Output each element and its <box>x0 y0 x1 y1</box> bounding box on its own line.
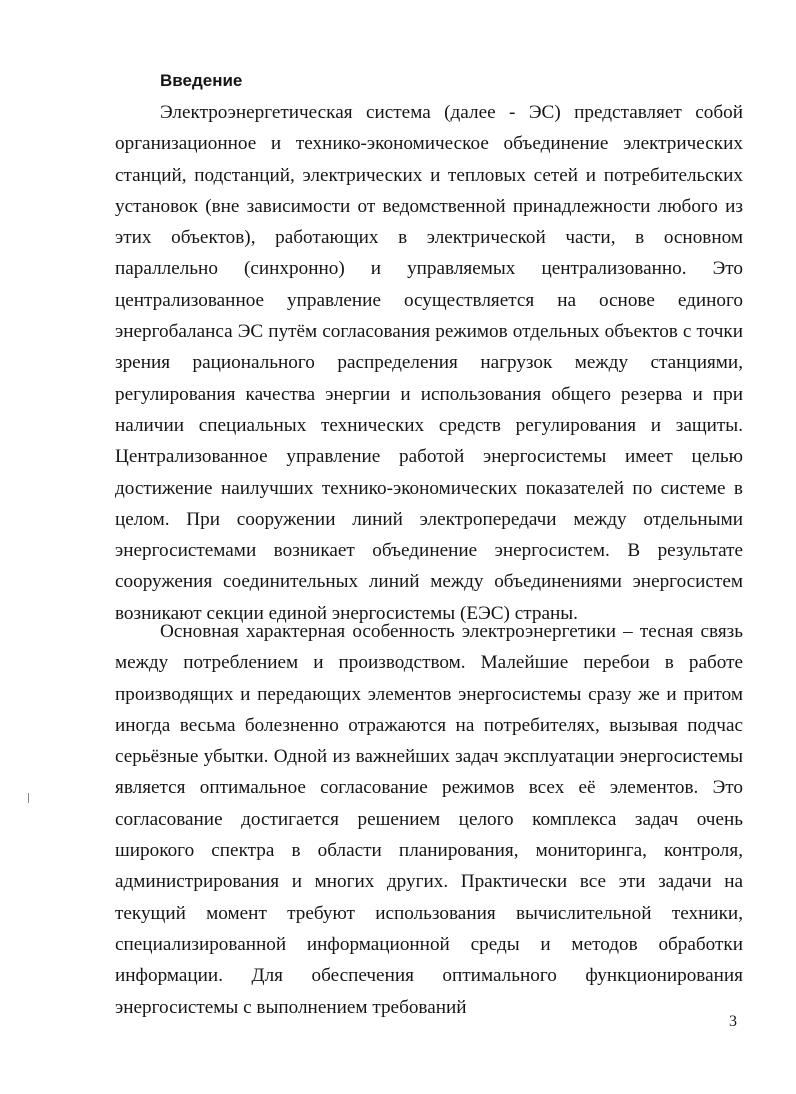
section-heading: Введение <box>160 71 243 90</box>
paragraph-1: Электроэнергетическая система (далее - ЭС) представляет собой организационное и технико-экономическое объединение электрических станций, подстанций, электрических и тепловых сетей и потребительских установок (вне зависимости от ведомственной принадлежности любого из этих объектов), работающих в электрической части, в основном параллельно (синхронно) и управляемых централизованно. Это централизованное управление осуществляется на основе единого энергобаланса ЭС путём согласования режимов отдельных объектов с точки зрения рационального распределения нагрузок между станциями, регулирования качества энергии и использования общего резерва и при наличии специальных технических средств регулирования и защиты. Централизованное управление работой энергосистемы имеет целью достижение наилучших технико-экономических показателей по системе в целом. При сооружении линий электропередачи между отдельными энергосистемами возникает объединение энергосистем. В результате сооружения соединительных линий между объединениями энергосистем возникают секции единой энергосистемы (ЕЭС) страны. <box>115 102 743 624</box>
paragraph-2: Основная характерная особенность электроэнергетики – тесная связь между потреблением и производством. Малейшие перебои в работе производящих и передающих элементов энергосистемы сразу же и притом иногда весьма болезненно отражаются на потребителях, вызывая подчас серьёзные убытки. Одной из важнейших задач эксплуатации энергосистемы является оптимальное согласование режимов всех её элементов. Это согласование достигается решением целого комплекса задач очень широкого спектра в области планирования, мониторинга, контроля, администрирования и многих других. Практически все эти задачи на текущий момент требуют использования вычислительной техники, специализированной информационной среды и методов обработки информации. Для обеспечения оптимального функционирования энергосистемы с выполнением требований <box>115 621 743 1018</box>
page-number: 3 <box>729 1013 737 1030</box>
scan-margin-mark <box>28 793 29 803</box>
